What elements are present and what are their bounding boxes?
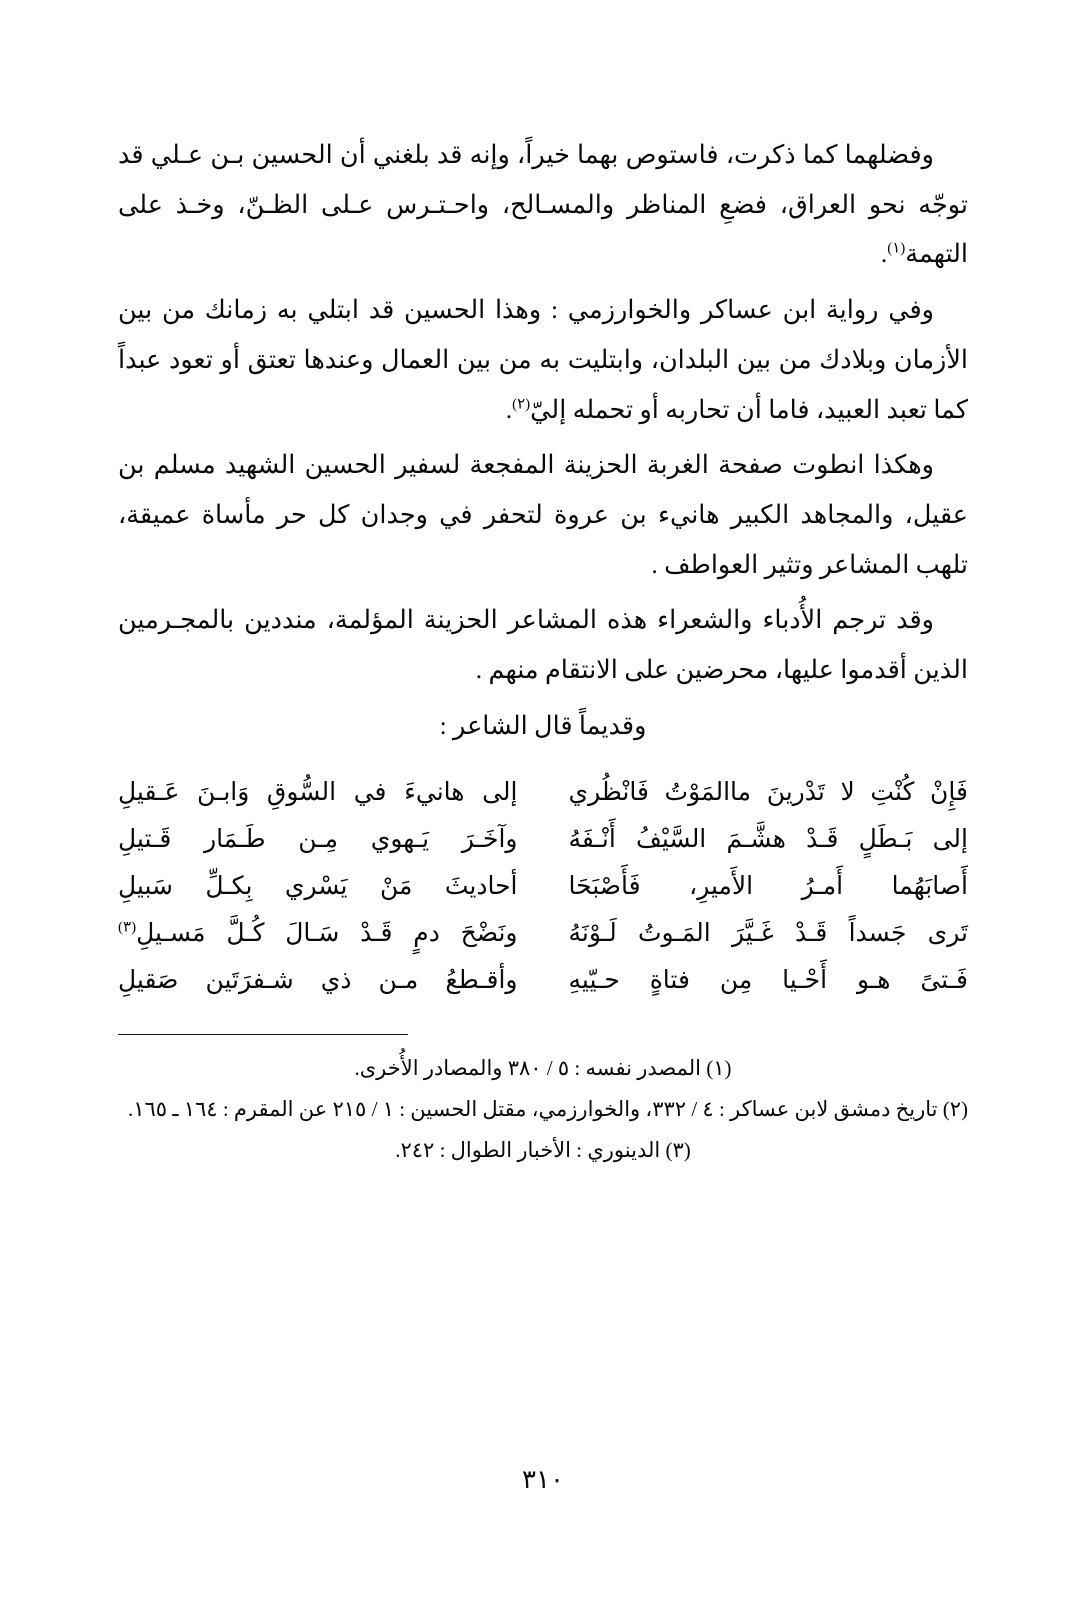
paragraph-2-tail: . bbox=[505, 394, 513, 424]
hemistich-right: أَصابَهُما أَمـرُ الأَميرِ، فَأَصْبَحَا bbox=[568, 872, 968, 900]
footnote-ref-2[interactable]: (٢) bbox=[512, 396, 531, 413]
hemistich-left bbox=[118, 824, 518, 854]
paragraph-4 bbox=[118, 595, 968, 694]
hemistich-left-text: وآخَـرَ يَـهوي مِـن طَـمَار قَـتيلِ bbox=[118, 825, 518, 853]
footnote-ref-1[interactable]: (١) bbox=[887, 240, 906, 257]
footnote-item bbox=[118, 1090, 968, 1129]
footnote-item bbox=[118, 1131, 968, 1170]
hemistich-left bbox=[118, 965, 518, 995]
footnotes-block bbox=[118, 1049, 968, 1170]
body-text-block bbox=[118, 130, 968, 751]
footnote-marker: (١) bbox=[706, 1056, 732, 1081]
paragraph-3-text: وهكذا انطوت صفحة الغربة الحزينة المفجعة لسفير الحسين الشهيد مسلم بن عقيل، والمجاهد الكبير هانيء بن عروة لتحفر في وجدان كل حر مأساة عميقة، تلهب المشاعر وتثير العواطف . bbox=[118, 450, 968, 579]
poem-verse bbox=[118, 871, 968, 901]
hemistich-right: إلى بَـطَلٍ قَـدْ هشَّـمَ السَّيْفُ أَنْـفَهُ bbox=[568, 825, 968, 853]
paragraph-2-text: وفي رواية ابن عساكر والخوارزمي : وهذا الحسين قد ابتلي به زمانك من بين الأزمان وبلادك من بين البلدان، وابتليت به من بين العمال وعندها تعتق أو تعود عبداً كما تعبد العبيد، فاما أن تحاربه أو تحمله إليّ bbox=[118, 295, 968, 424]
hemistich-right: فَـتىً هـو أَحْـيا مِن فتاةٍ حـيّيهِ bbox=[568, 966, 968, 994]
footnote-separator-rule bbox=[118, 1034, 408, 1036]
paragraph-3 bbox=[118, 440, 968, 589]
hemistich-left bbox=[118, 871, 518, 901]
poem-verse bbox=[118, 965, 968, 995]
hemistich-left-text: أحاديثَ مَنْ يَسْري بِكـلِّ سَبيلِ bbox=[118, 872, 518, 900]
hemistich-right: تَرى جَسداً قَـدْ غَـيَّرَ المَـوتُ لَـوْنَهُ bbox=[568, 919, 968, 947]
poem-block bbox=[118, 777, 968, 995]
paragraph-4-text: وقد ترجم الأُدباء والشعراء هذه المشاعر الحزينة المؤلمة، منددين بالمجـرمين الذين أقدموا عليها، محرضين على الانتقام منهم . bbox=[118, 605, 968, 685]
hemistich-left-text: ونَضْحَ دمٍ قَـدْ سَـالَ كُـلَّ مَسـيلِ bbox=[136, 919, 518, 947]
footnote-text: الدينوري : الأخبار الطوال : ٢٤٢. bbox=[395, 1137, 661, 1162]
hemistich-left bbox=[118, 777, 518, 807]
poem-verse bbox=[118, 918, 968, 948]
poem-verse bbox=[118, 824, 968, 854]
hemistich-left-text: وأقـطعُ مـن ذي شـفرَتَين صَقيلِ bbox=[118, 966, 518, 994]
paragraph-1-text: وفضلهما كما ذكرت، فاستوص بهما خيراً، وإنه قد بلغني أن الحسين بـن عـلي قد توجّه نحو العراق، فضعِ المناظر والمسـالح، واحـتـرس عـلى الظـنّ، وخـذ على التهمة bbox=[118, 140, 968, 269]
paragraph-1-tail: . bbox=[880, 239, 888, 269]
footnote-marker: (٣) bbox=[665, 1137, 691, 1162]
hemistich-left-text: إلى هانيءَ في السُّوقِ وَابـنَ عَـقيلِ bbox=[118, 778, 518, 806]
footnote-separator-wrap bbox=[118, 1012, 968, 1050]
hemistich-footnote-ref[interactable]: (٣) bbox=[118, 919, 137, 936]
poem-verse bbox=[118, 777, 968, 807]
footnote-text: تاريخ دمشق لابن عساكر : ٤ / ٣٣٢، والخوارزمي، مقتل الحسين : ١ / ٢١٥ عن المقرم : ١٦٤ ـ ١٦٥. bbox=[127, 1096, 938, 1121]
paragraph-2 bbox=[118, 285, 968, 434]
page-number: ٣١٠ bbox=[522, 1465, 564, 1494]
footnote-item bbox=[118, 1049, 968, 1088]
footnote-text: المصدر نفسه : ٥ / ٣٨٠ والمصادر الأُخرى. bbox=[354, 1056, 701, 1081]
paragraph-1 bbox=[118, 130, 968, 279]
hemistich-right: فَإِنْ كُنْتِ لا تَدْرينَ ماالمَوْتُ فَانْظُري bbox=[568, 778, 968, 806]
paragraph-5-text: وقديماً قال الشاعر : bbox=[439, 710, 647, 740]
paragraph-5 bbox=[118, 701, 968, 751]
hemistich-left bbox=[118, 918, 518, 948]
footnote-marker: (٢) bbox=[942, 1096, 968, 1121]
